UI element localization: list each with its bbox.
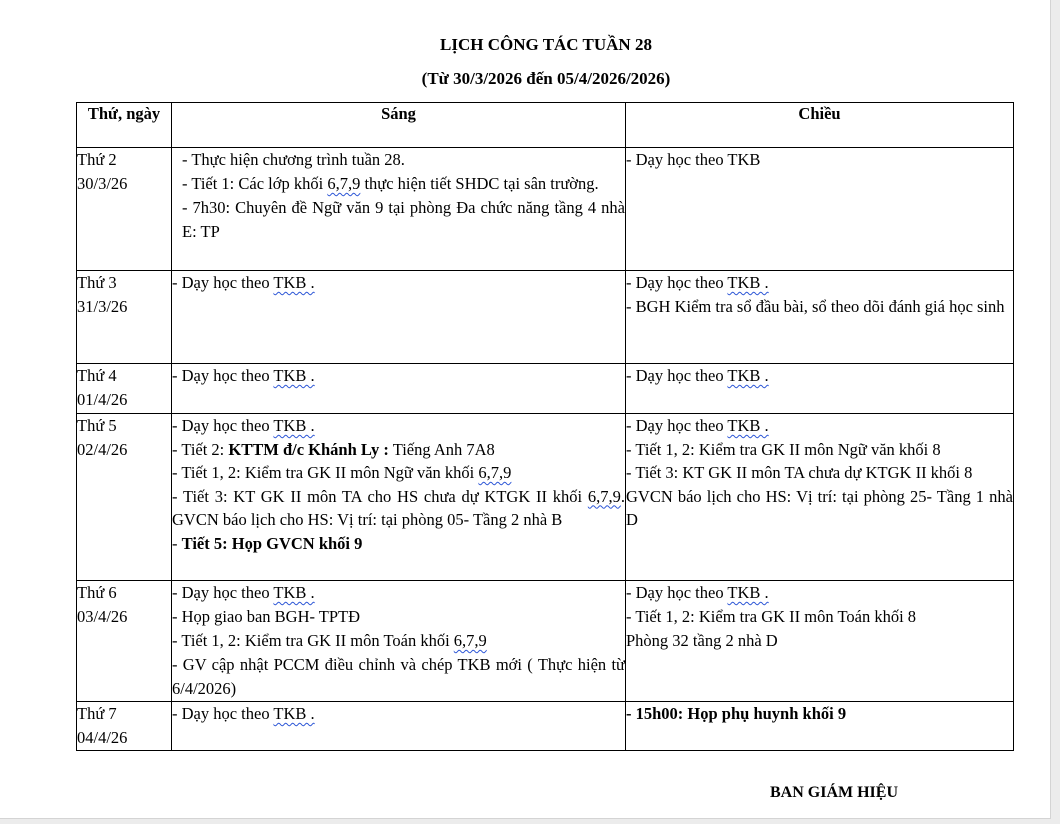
morning-cell — [172, 581, 626, 702]
table-row — [77, 364, 1014, 414]
weekday: Thứ 4 — [77, 366, 117, 385]
morning-item: - Tiết 1: Các lớp khối 6,7,9 thực hiện tiết SHDC tại sân trường. — [182, 174, 599, 193]
morning-item: - 7h30: Chuyên đề Ngữ văn 9 tại phòng Đa chức năng tầng 4 nhà E: TP — [182, 198, 625, 241]
day-cell — [77, 148, 172, 271]
header-day: Thứ, ngày — [77, 103, 172, 148]
header-afternoon: Chiều — [626, 103, 1014, 148]
date: 04/4/26 — [77, 728, 128, 747]
table-row — [77, 581, 1014, 702]
morning-item: - Dạy học theo TKB . — [172, 416, 315, 435]
afternoon-cell — [626, 271, 1014, 364]
afternoon-item: - Dạy học theo TKB . — [626, 583, 769, 602]
afternoon-cell — [626, 148, 1014, 271]
morning-item: - Thực hiện chương trình tuần 28. — [182, 150, 405, 169]
weekday: Thứ 3 — [77, 273, 117, 292]
date: 30/3/26 — [77, 174, 128, 193]
day-cell — [77, 702, 172, 751]
morning-item: - GV cập nhật PCCM điều chỉnh và chép TKB mới ( Thực hiện từ 6/4/2026) — [172, 655, 625, 698]
afternoon-item: GVCN báo lịch cho HS: Vị trí: tại phòng 25- Tầng 1 nhà D — [626, 486, 1013, 529]
table-row — [77, 702, 1014, 751]
afternoon-item: - Dạy học theo TKB . — [626, 416, 769, 435]
afternoon-item: - BGH Kiểm tra sổ đầu bài, sổ theo dõi đánh giá học sinh — [626, 297, 1005, 316]
afternoon-cell — [626, 414, 1014, 581]
morning-item: - Tiết 5: Họp GVCN khối 9 — [172, 533, 363, 553]
schedule-table — [76, 102, 1014, 751]
afternoon-item: - Tiết 1, 2: Kiểm tra GK II môn Toán khối 8 — [626, 607, 917, 626]
header-row — [77, 103, 1014, 148]
weekday: Thứ 5 — [77, 416, 117, 435]
date: 31/3/26 — [77, 297, 128, 316]
morning-cell — [172, 702, 626, 751]
document-title: LỊCH CÔNG TÁC TUẦN 28 — [440, 35, 652, 54]
afternoon-item: - Dạy học theo TKB . — [626, 366, 769, 385]
afternoon-item: - Tiết 1, 2: Kiểm tra GK II môn Ngữ văn khối 8 — [626, 439, 941, 459]
day-cell — [77, 414, 172, 581]
morning-item: - Dạy học theo TKB . — [172, 704, 315, 723]
afternoon-item: - Dạy học theo TKB — [626, 150, 761, 169]
afternoon-item: - Tiết 3: KT GK II môn TA chưa dự KTGK II khối 8 — [626, 463, 973, 482]
morning-cell — [172, 148, 626, 271]
day-cell — [77, 364, 172, 414]
table-row — [77, 148, 1014, 271]
morning-item: - Tiết 1, 2: Kiểm tra GK II môn Toán khối 6,7,9 — [172, 631, 487, 650]
table-row — [77, 271, 1014, 364]
afternoon-item: - Dạy học theo TKB . — [626, 273, 769, 292]
morning-item: - Dạy học theo TKB . — [172, 273, 315, 292]
document-subtitle: (Từ 30/3/2026 đến 05/4/2026/2026) — [421, 69, 671, 88]
morning-item: - Tiết 2: KTTM đ/c Khánh Ly : Tiếng Anh 7A8 — [172, 439, 495, 459]
afternoon-item: - 15h00: Họp phụ huynh khối 9 — [626, 704, 847, 723]
header-morning: Sáng — [172, 103, 626, 148]
morning-cell — [172, 414, 626, 581]
weekday: Thứ 6 — [77, 583, 117, 602]
afternoon-cell — [626, 364, 1014, 414]
morning-item: - Dạy học theo TKB . — [172, 366, 315, 385]
date: 01/4/26 — [77, 390, 128, 409]
date: 03/4/26 — [77, 607, 128, 626]
afternoon-cell — [626, 581, 1014, 702]
weekday: Thứ 7 — [77, 704, 117, 723]
morning-cell — [172, 364, 626, 414]
weekday: Thứ 2 — [77, 150, 117, 169]
morning-item: - Tiết 3: KT GK II môn TA cho HS chưa dự KTGK II khối 6,7,9. GVCN báo lịch cho HS: Vị trí: tại phòng 05- Tầng 2 nhà B — [172, 486, 625, 529]
afternoon-cell — [626, 702, 1014, 751]
afternoon-item: Phòng 32 tầng 2 nhà D — [626, 631, 778, 650]
morning-item: - Dạy học theo TKB . — [172, 583, 315, 602]
day-cell — [77, 271, 172, 364]
date: 02/4/26 — [77, 440, 128, 459]
table-row — [77, 414, 1014, 581]
morning-item: - Họp giao ban BGH- TPTĐ — [172, 607, 361, 626]
morning-cell — [172, 271, 626, 364]
morning-item: - Tiết 1, 2: Kiểm tra GK II môn Ngữ văn khối 6,7,9 — [172, 463, 512, 482]
signature-block: BAN GIÁM HIỆU — [770, 784, 899, 801]
day-cell — [77, 581, 172, 702]
